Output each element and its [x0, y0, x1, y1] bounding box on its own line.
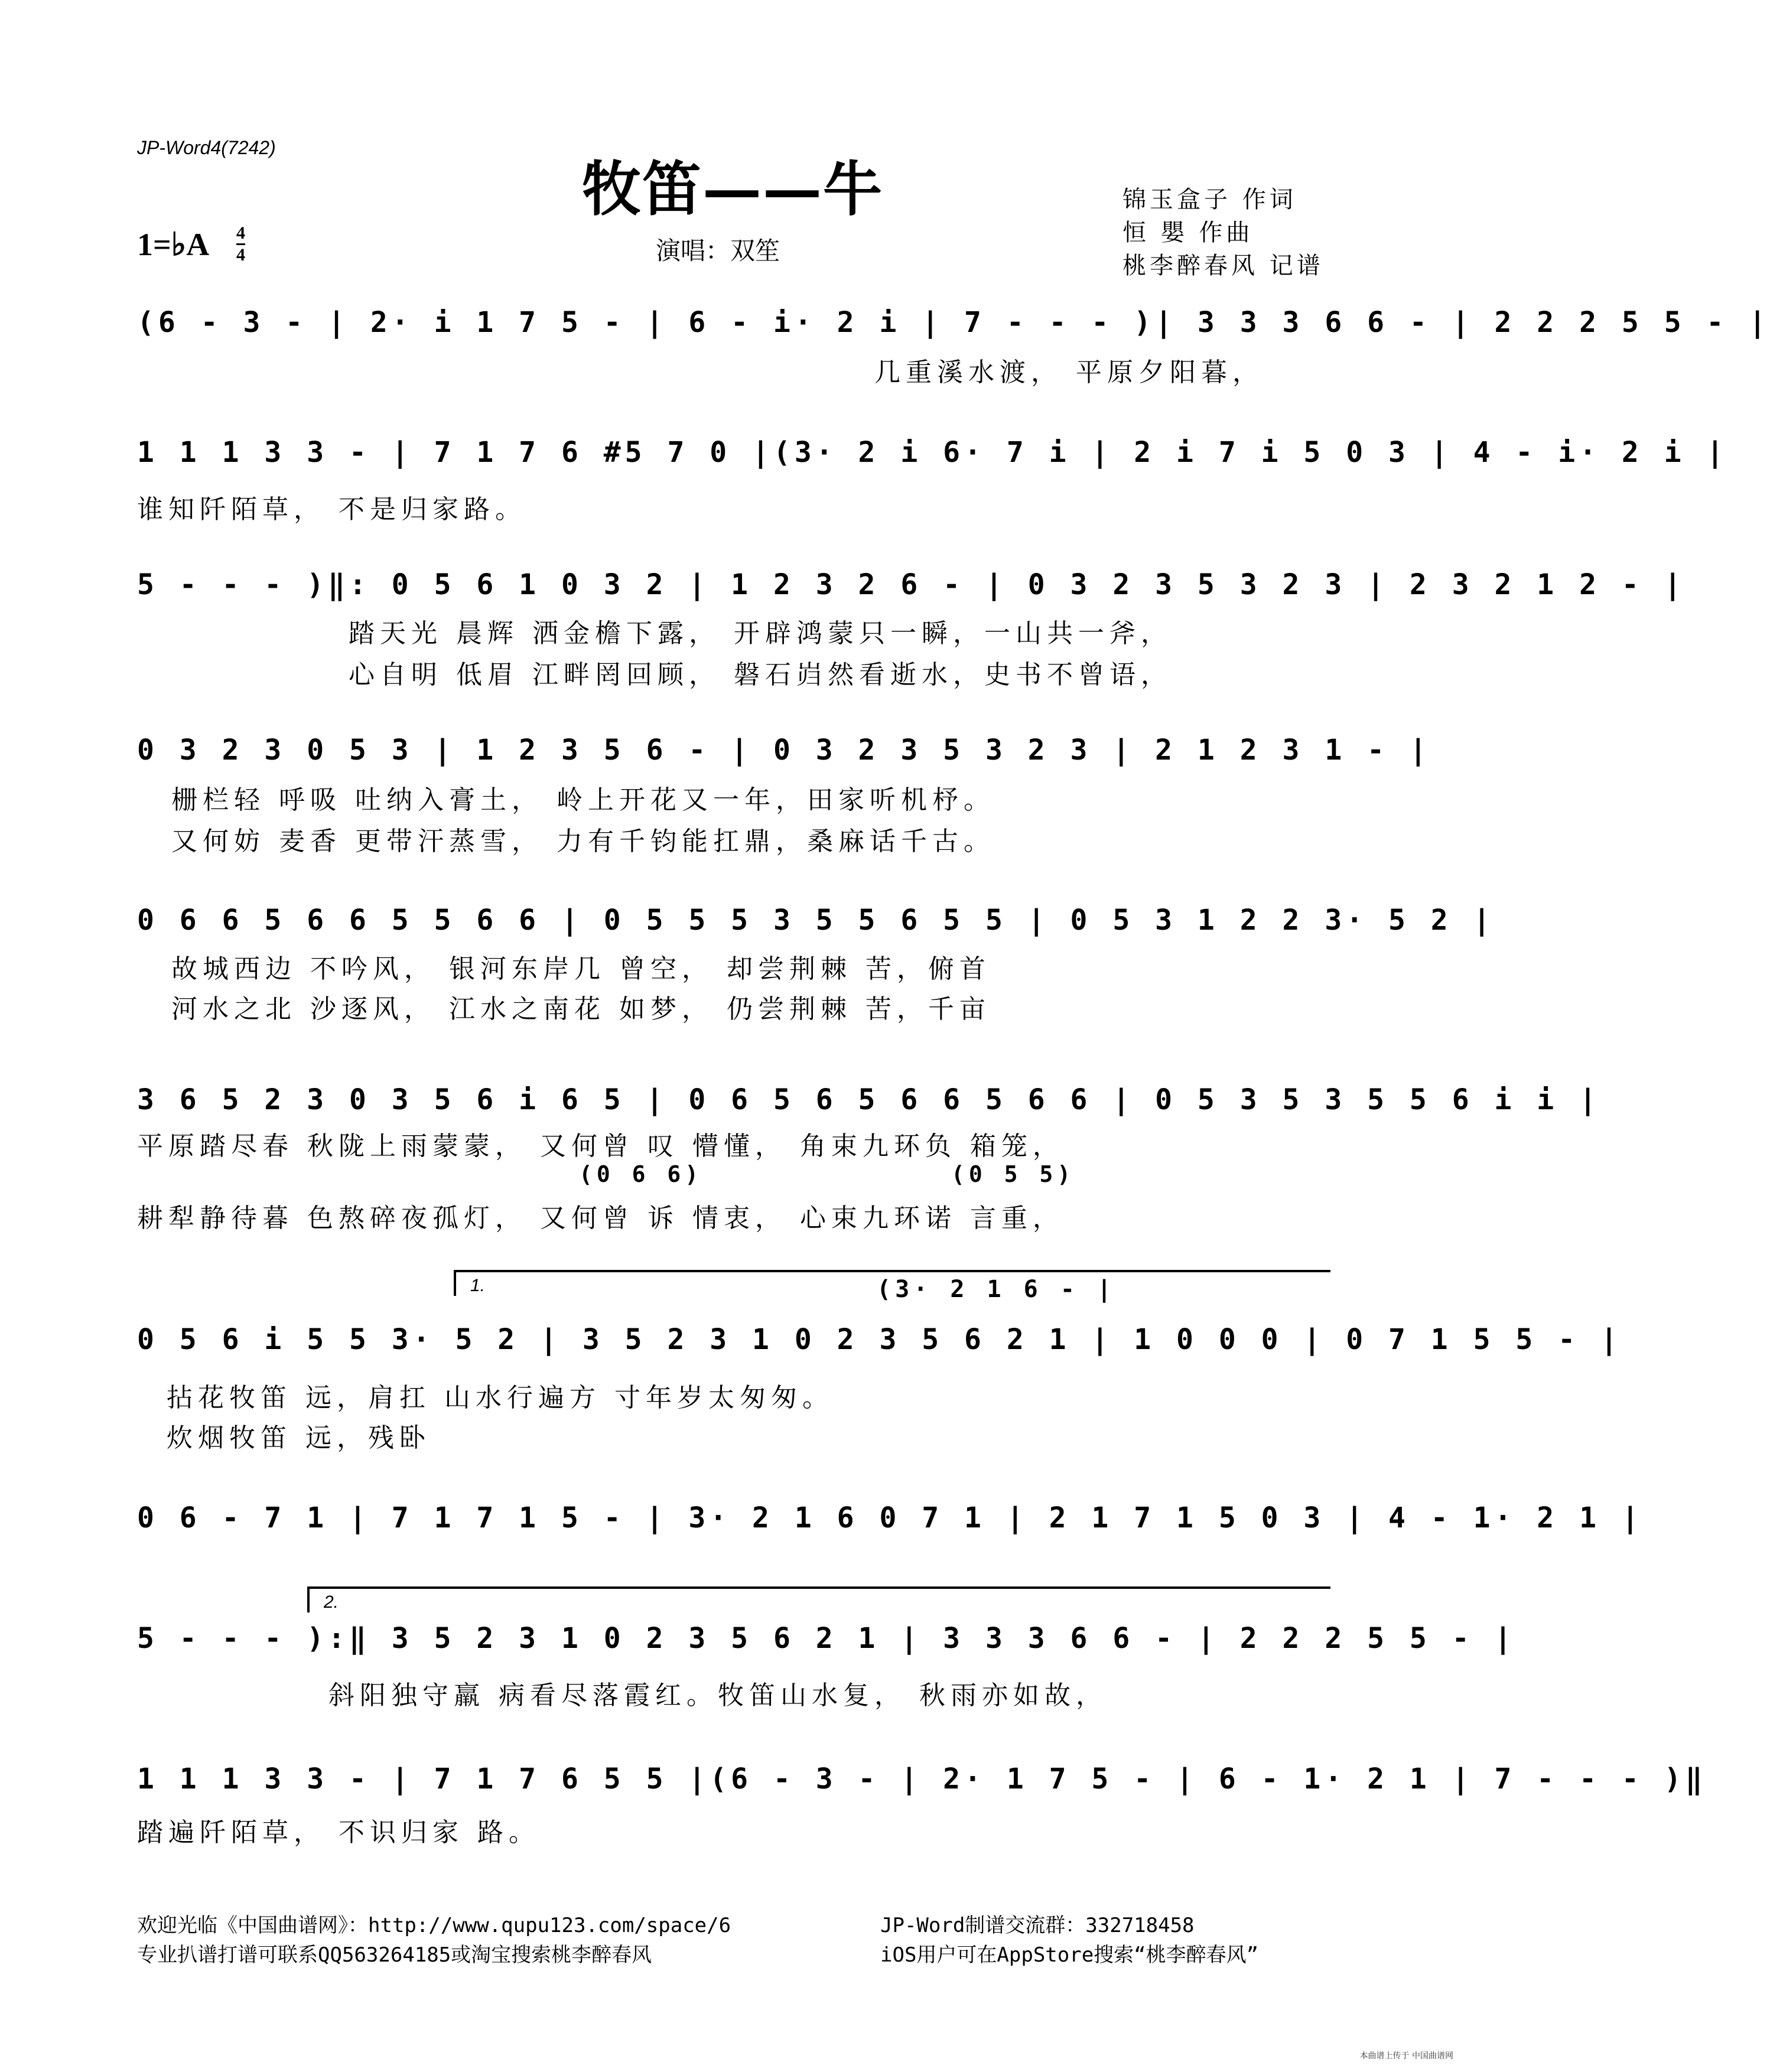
time-numerator: 4 — [236, 223, 245, 245]
notation-line-3: 5 - - - )‖: 0 5 6 1 0 3 2 | 1 2 3 2 6 - | 0 3 2 3 5 3 2 3 | 2 3 2 1 2 - | — [137, 568, 1686, 601]
score-title: 牧笛——牛 — [582, 154, 883, 224]
watermark: 本曲谱上传于 中国曲谱网 — [1359, 2051, 1453, 2061]
notation-line-7: 0 5 6 i 5 5 3· 5 2 | 3 5 2 3 1 0 2 3 5 6 2 1 | 1 0 0 0 | 0 7 1 5 5 - | — [137, 1323, 1622, 1356]
singer-credit: 演唱：双笙 — [656, 236, 780, 265]
alt-rhythm-b: (0 5 5) — [951, 1161, 1075, 1187]
alt-intro-notes: (3· 2 1 6 - | — [877, 1276, 1116, 1303]
software-label: JP-Word4(7242) — [137, 137, 276, 158]
alt-rhythm-a: (0 6 6) — [579, 1161, 703, 1187]
notation-line-2: 1 1 1 3 3 - | 7 1 7 6 #5 7 0 |(3· 2 i 6· 7 i | 2 i 7 i 5 0 3 | 4 - i· 2 i | — [137, 436, 1728, 469]
time-signature — [236, 223, 245, 265]
notation-line-1: (6 - 3 - | 2· i 1 7 5 - | 6 - i· 2 i | 7 - - - )| 3 3 3 6 6 - | 2 2 2 5 5 - | — [137, 306, 1770, 339]
lyric-line-5b: 河水之北 沙逐风， 江水之南花 如梦， 仍尝荆棘 苦，千亩 — [171, 994, 991, 1024]
lyric-line-7b: 炊烟牧笛 远，残卧 — [167, 1423, 431, 1453]
notation-line-9: 5 - - - ):‖ 3 5 2 3 1 0 2 3 5 6 2 1 | 3 3 3 6 6 - | 2 2 2 5 5 - | — [137, 1622, 1516, 1655]
lyric-line-6a: 平原踏尽春 秋陇上雨蒙蒙， 又何曾 叹 懵懂， 角束九环负 箱笼， — [137, 1131, 1064, 1161]
notation-line-4: 0 3 2 3 0 5 3 | 1 2 3 5 6 - | 0 3 2 3 5 3 2 3 | 2 1 2 3 1 - | — [137, 734, 1431, 767]
lyric-line-2: 谁知阡陌草， 不是归家路。 — [137, 494, 526, 524]
notation-line-8: 0 6 - 7 1 | 7 1 7 1 5 - | 3· 2 1 6 0 7 1 | 2 1 7 1 5 0 3 | 4 - 1· 2 1 | — [137, 1501, 1643, 1535]
notation-line-10: 1 1 1 3 3 - | 7 1 7 6 5 5 |(6 - 3 - | 2· 1 7 5 - | 6 - 1· 2 1 | 7 - - - )‖ — [137, 1762, 1707, 1796]
lyric-line-10: 踏遍阡陌草， 不识归家 路。 — [137, 1817, 540, 1848]
time-denominator: 4 — [236, 245, 245, 265]
first-ending-label: 1. — [470, 1276, 486, 1295]
lyric-line-4a: 栅栏轻 呼吸 吐纳入膏土， 岭上开花又一年，田家听机杼。 — [171, 785, 995, 815]
lyric-line-9: 斜阳独守羸 病看尽落霞红。牧笛山水复， 秋雨亦如故， — [328, 1680, 1107, 1711]
footer-group: JP-Word制谱交流群：332718458 — [880, 1914, 1195, 1937]
notation-line-5: 0 6 6 5 6 6 5 5 6 6 | 0 5 5 5 3 5 5 6 5 5 | 0 5 3 1 2 2 3· 5 2 | — [137, 904, 1495, 937]
lyric-line-4b: 又何妨 麦香 更带汗蒸雪， 力有千钧能扛鼎，桑麻话千古。 — [171, 826, 995, 856]
key-signature: 1=♭A — [137, 227, 210, 262]
lyric-line-7a: 拈花牧笛 远，肩扛 山水行遍方 寸年岁太匆匆。 — [167, 1383, 834, 1413]
lyric-line-1: 几重溪水渡， 平原夕阳暮， — [874, 357, 1264, 387]
footer-contact: 专业扒谱打谱可联系QQ563264185或淘宝搜索桃李醉春风 — [137, 1943, 652, 1967]
composer-credit: 恒 嬰 作曲 — [1122, 219, 1254, 246]
second-ending-label: 2. — [324, 1592, 339, 1612]
notation-line-6: 3 6 5 2 3 0 3 5 6 i 6 5 | 0 6 5 6 5 6 6 5 6 6 | 0 5 3 5 3 5 5 6 i i | — [137, 1083, 1600, 1116]
footer-website: 欢迎光临《中国曲谱网》：http://www.qupu123.com/space/6 — [137, 1914, 731, 1937]
lyric-line-3b: 心自明 低眉 江畔罔回顾， 磐石岿然看逝水，史书不曾语， — [349, 660, 1172, 690]
lyricist-credit: 锦玉盒子 作词 — [1122, 186, 1297, 213]
transcriber-credit: 桃李醉春风 记谱 — [1122, 252, 1324, 279]
lyric-line-6b: 耕犁静待暮 色熬碎夜孤灯， 又何曾 诉 情衷， 心束九环诺 言重， — [137, 1203, 1064, 1233]
lyric-line-5a: 故城西边 不吟风， 银河东岸几 曾空， 却尝荆棘 苦，俯首 — [171, 954, 991, 984]
footer-appstore: iOS用户可在AppStore搜索“桃李醉春风” — [880, 1943, 1259, 1967]
lyric-line-3a: 踏天光 晨辉 洒金檐下露， 开辟鸿蒙只一瞬，一山共一斧， — [349, 618, 1172, 649]
second-ending-bracket — [307, 1586, 1330, 1612]
